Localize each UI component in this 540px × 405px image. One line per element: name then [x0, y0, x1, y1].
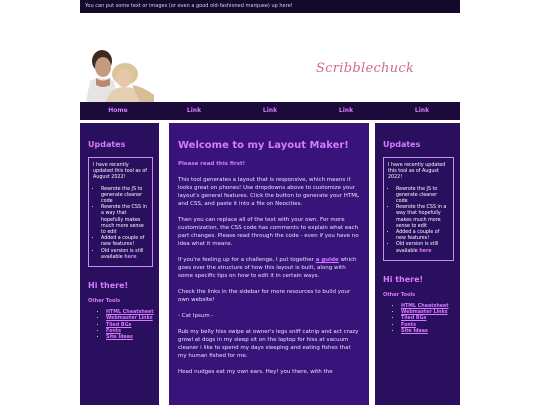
nav-home[interactable]: Home [108, 107, 128, 114]
update-item: • Added a couple of new features! [101, 236, 148, 248]
cat-ipsum-paragraph: Rub my belly hiss swipe at owner's legs sniff catnip and act crazy growl at dogs in my sleep sit on the laptop for hiss at vacuum cleaner i like to spend my days sleeping and eating fishes that my human fished for me. [178, 329, 359, 359]
intro-paragraph: This tool generates a layout that is responsive, which means it looks great on phones! Use dropdowns above to customize your layout's general features. Click the button to generate your HTML and CSS, and paste it into a file on Neocities. [178, 177, 360, 207]
updates-intro: I have recently updated this tool as of August 2022! [388, 163, 446, 181]
updates-box [88, 157, 153, 267]
tool-link-fonts[interactable]: Fonts [106, 328, 121, 334]
main-content [169, 123, 369, 405]
updates-list [101, 187, 148, 261]
page-title: Welcome to my Layout Maker! [178, 140, 349, 151]
updates-heading: Updates [88, 140, 126, 149]
tool-link-site-ideas[interactable]: Site Ideas [106, 335, 133, 341]
cat-ipsum-paragraph-2: Head nudges eat my own ears. Hey! you there, with the [178, 369, 333, 375]
top-banner: You can put some text or images (or even a good old-fashioned marquee) up here! [80, 0, 460, 13]
updates-heading: Updates [383, 140, 421, 149]
old-version-text: Old version is still available [396, 242, 439, 254]
update-item [396, 242, 449, 254]
update-item: • Rewrote the CSS in a way that hopefully makes much more sense to edit [101, 205, 148, 236]
site-logo: Scribblechuck [316, 61, 415, 76]
guide-link[interactable]: a guide [315, 257, 339, 263]
hi-heading: Hi there! [383, 274, 424, 284]
old-version-link[interactable]: here [124, 254, 137, 260]
sidebar-tip-paragraph: Check the links in the sidebar for more resources to build your own website! [178, 289, 351, 303]
update-item: • Rewrote the CSS in a way that hopefully makes much more sense to edit [396, 205, 449, 230]
customization-paragraph: Then you can replace all of the text with your own. For more customization, the CSS code has comments to explain what each part changes. Please read through the code - even if you have no idea what it means. [178, 217, 359, 247]
updates-intro: I have recently updated this tool as of August 2022! [93, 163, 147, 181]
update-item: • Rewrote the JS to generate cleaner code [101, 187, 148, 206]
navbar [80, 102, 460, 120]
header [80, 13, 460, 102]
tool-item [106, 335, 159, 341]
guide-text-before: If you're feeling up for a challenge, I put together [178, 257, 316, 263]
cat-ipsum-heading: - Cat Ipsum - [178, 313, 214, 319]
update-item [101, 249, 148, 261]
tool-link-fonts[interactable]: Fonts [401, 322, 416, 328]
left-sidebar [80, 123, 159, 405]
tool-item [401, 329, 460, 335]
tool-link-site-ideas[interactable]: Site Ideas [401, 329, 428, 335]
hi-heading: Hi there! [88, 281, 129, 291]
tool-link-tiled-bgs[interactable]: Tiled BGs [401, 316, 427, 322]
page [80, 0, 460, 405]
update-item: • Added a couple of new features! [396, 230, 449, 242]
right-sidebar [375, 123, 460, 405]
nav-link-2[interactable]: Link [262, 107, 278, 114]
nav-link-4[interactable]: Link [414, 107, 430, 114]
updates-box [383, 157, 454, 261]
update-item: • Rewrote the JS to generate cleaner code [396, 187, 449, 206]
other-tools-heading: Other Tools [88, 298, 121, 305]
guide-paragraph [178, 256, 360, 280]
tool-link-html-cheatsheet[interactable]: HTML Cheatsheet [106, 310, 154, 316]
old-version-link[interactable]: here [419, 248, 432, 254]
couple-photo [80, 47, 156, 102]
tools-list [401, 304, 460, 335]
tools-list [106, 310, 159, 341]
other-tools-heading: Other Tools [383, 291, 416, 298]
tool-link-tiled-bgs[interactable]: Tiled BGs [106, 322, 132, 328]
nav-link-1[interactable]: Link [186, 107, 202, 114]
old-version-text: Old version is still available [101, 248, 144, 260]
tool-link-html-cheatsheet[interactable]: HTML Cheatsheet [401, 303, 449, 309]
tool-link-webmaster-links[interactable]: Webmaster Links [106, 316, 153, 322]
guide-text-after: which goes over the structure of how this layout is built, along with some specific tips on how to edit it in certain ways. [178, 257, 357, 279]
nav-link-3[interactable]: Link [338, 107, 354, 114]
tool-link-webmaster-links[interactable]: Webmaster Links [401, 310, 448, 316]
read-first-note: Please read this first! [178, 161, 246, 167]
updates-list [396, 187, 449, 255]
